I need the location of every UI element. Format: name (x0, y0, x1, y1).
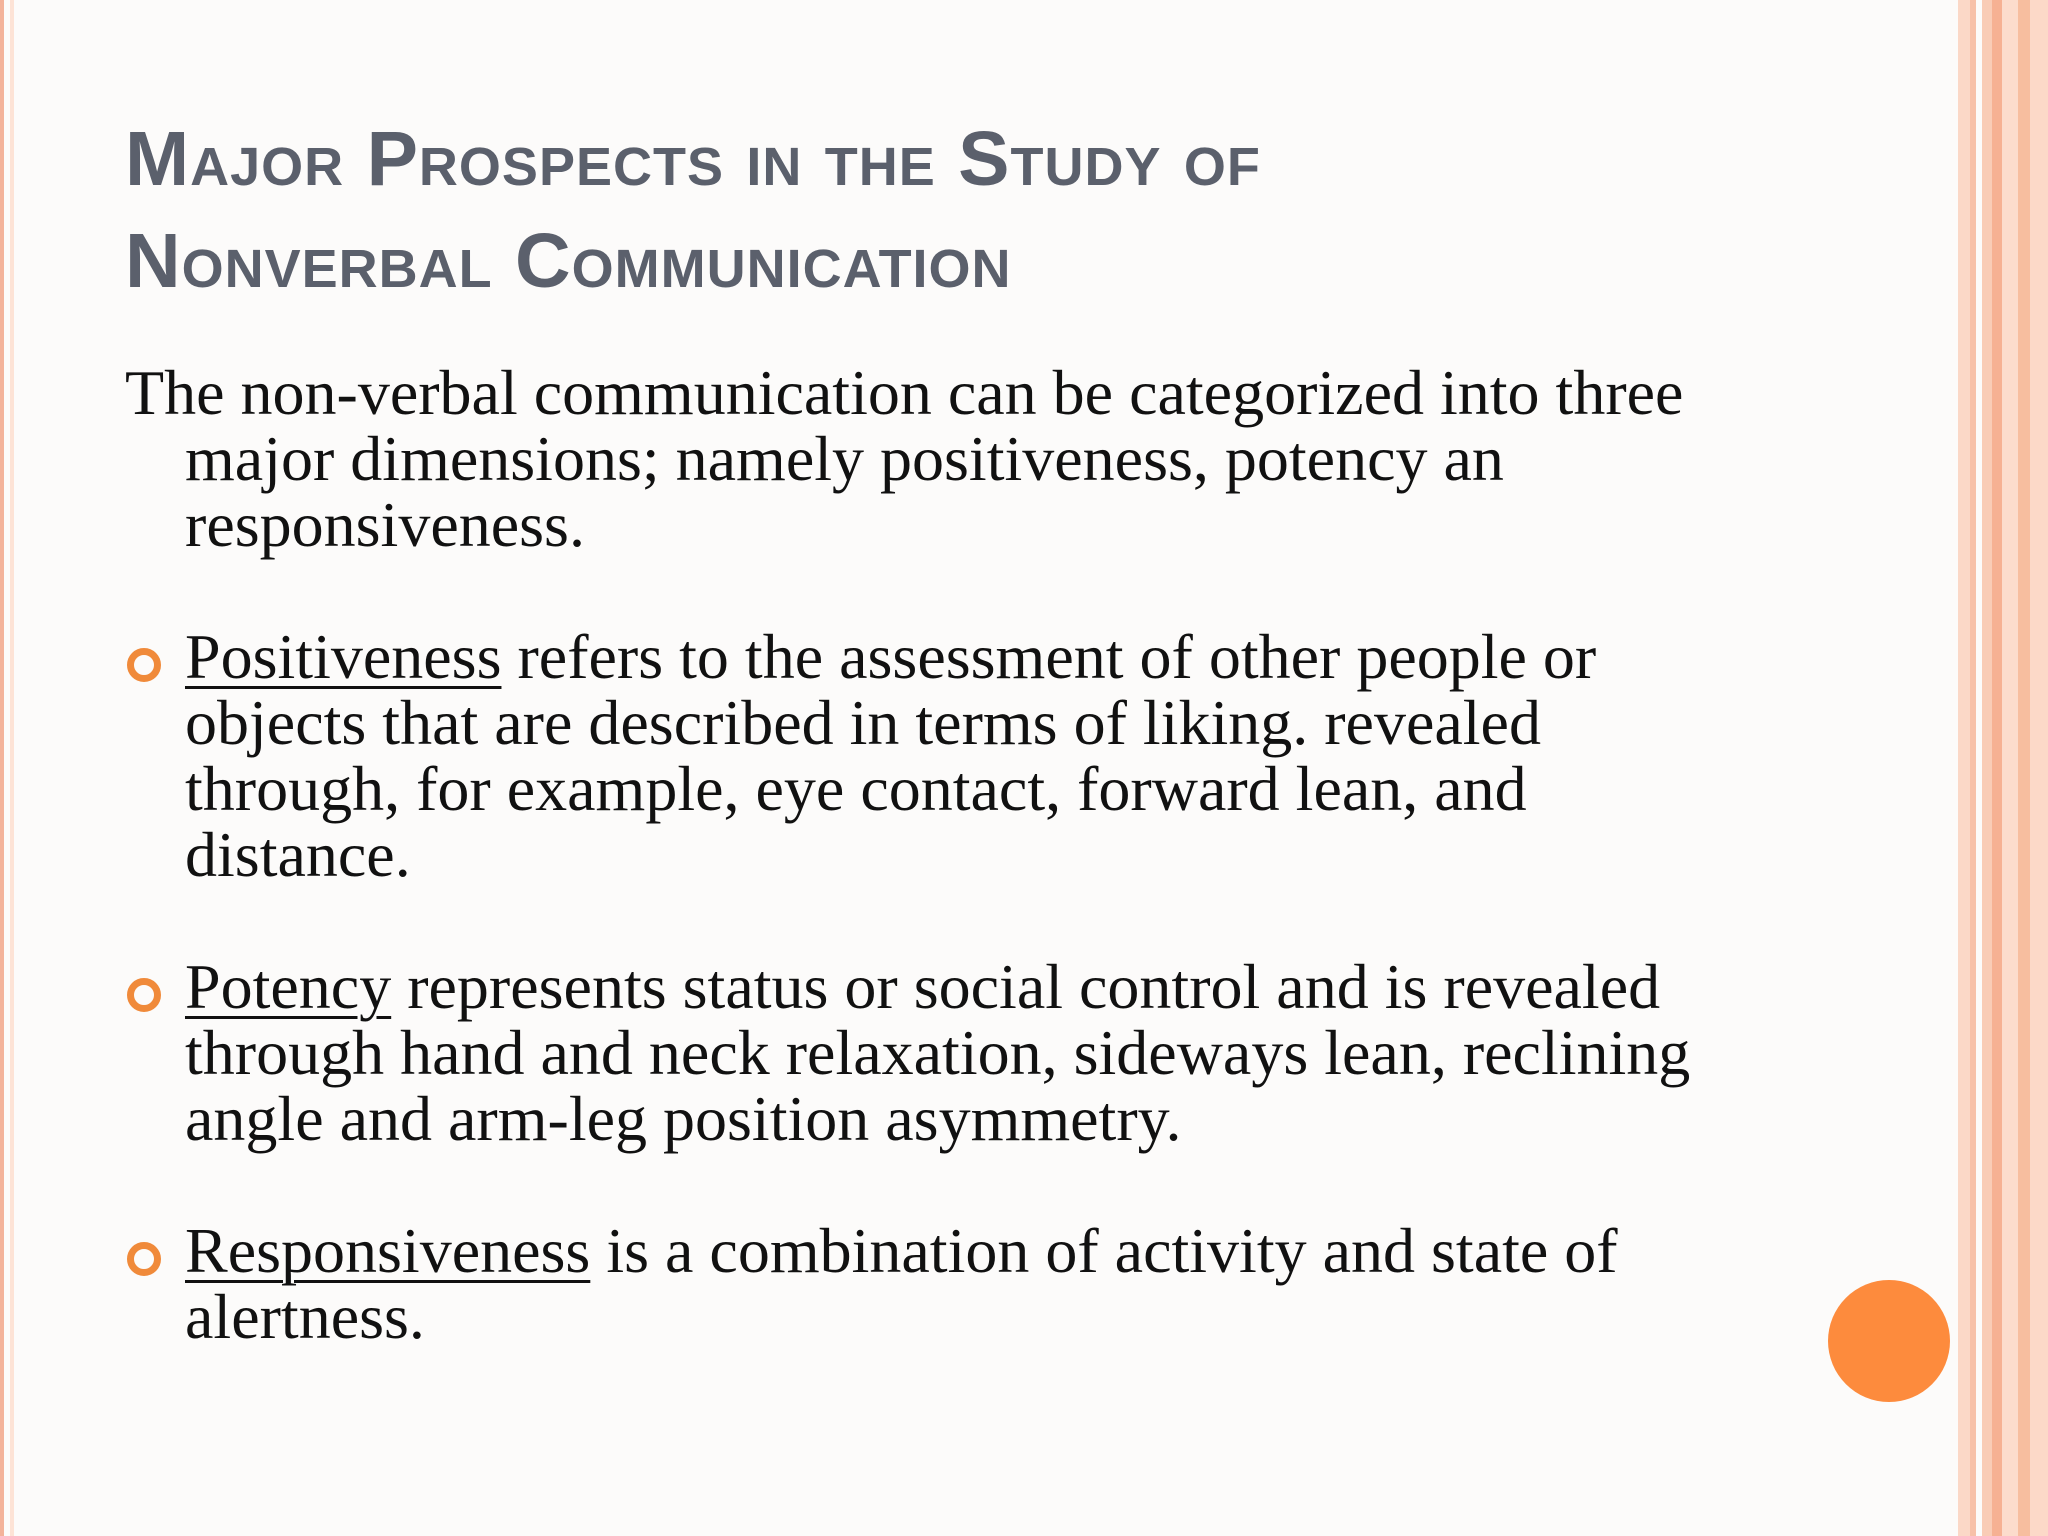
bullet-text: represents status or social control and is revealed through hand and neck relaxation, sideways lean, reclining angle and arm-leg position asymmetry. (185, 951, 1691, 1154)
orange-dot-icon (1828, 1280, 1950, 1402)
slide-title (125, 108, 1261, 312)
hollow-circle-bullet-icon (127, 1242, 161, 1276)
title-line-1: Major Prospects in the Study of (125, 116, 1261, 202)
intro-paragraph: The non-verbal communication can be categorized into three major dimensions; namely positiveness, potency an responsiveness. (125, 357, 1684, 560)
bullet-potency (125, 951, 1765, 1154)
hollow-circle-bullet-icon (127, 978, 161, 1012)
bullet-text: refers to the assessment of other people or objects that are described in terms of liking. revealed through, for example, eye contact, forward lean, and distance. (185, 621, 1597, 890)
bullet-responsiveness (125, 1215, 1765, 1352)
bullet-positiveness (125, 621, 1765, 890)
bullet-term: Responsiveness (185, 1215, 591, 1286)
slide-body (125, 357, 1765, 1352)
title-line-2: Nonverbal Communication (125, 218, 1012, 304)
bullet-term: Positiveness (185, 621, 502, 692)
hollow-circle-bullet-icon (127, 648, 161, 682)
bullet-term: Potency (185, 951, 392, 1022)
bullet-text: is a combination of activity and state of alertness. (185, 1215, 1618, 1352)
